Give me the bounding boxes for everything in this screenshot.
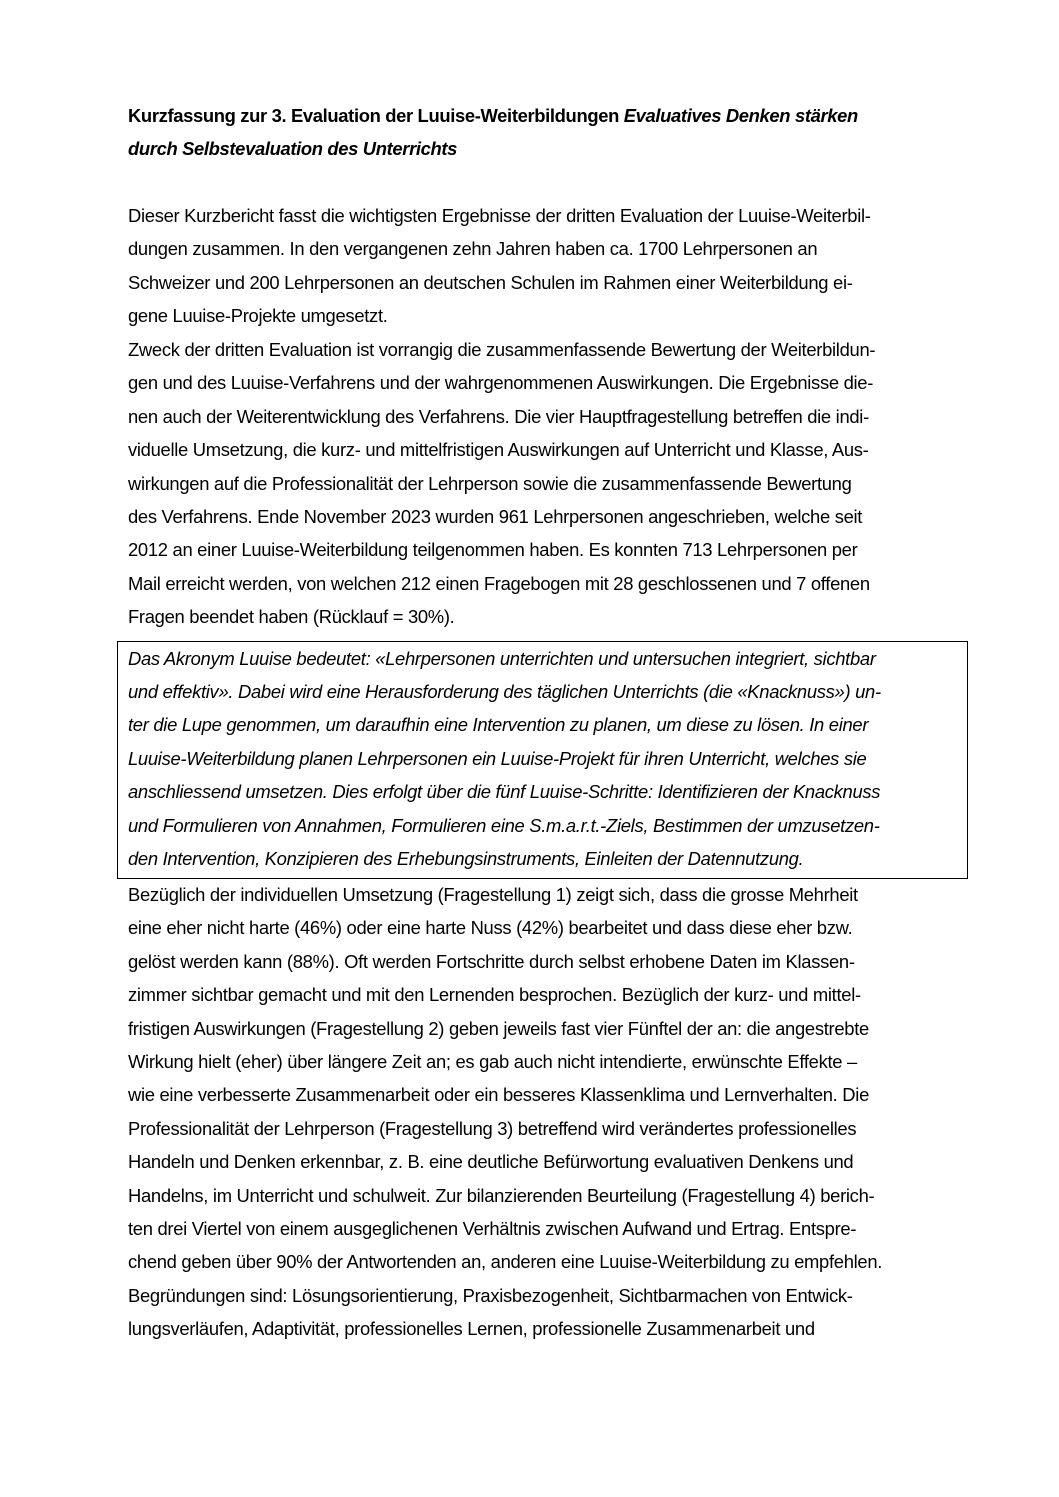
title-bold: Kurzfassung zur 3. Evaluation der Luuise-Weiterbildungen (128, 105, 624, 126)
text-line: des Verfahrens. Ende November 2023 wurden 961 Lehrpersonen angeschrieben, welche seit (128, 506, 863, 528)
info-box-text (128, 642, 968, 876)
text-line: wie eine verbesserte Zusammenarbeit oder ein besseres Klassenklima und Lernverhalten. Die (128, 1084, 869, 1106)
text-line: lungsverläufen, Adaptivität, professionelles Lernen, professionelle Zusammenarbeit und (128, 1318, 815, 1340)
text-line: ter die Lupe genommen, um daraufhin eine Intervention zu planen, um diese zu lösen. In einer (128, 714, 869, 736)
text-line: anschliessend umsetzen. Dies erfolgt über die fünf Luuise-Schritte: Identifizieren der Knacknuss (128, 781, 881, 803)
text-line: Mail erreicht werden, von welchen 212 einen Fragebogen mit 28 geschlossenen und 7 offenen (128, 572, 870, 594)
text-line: wirkungen auf die Professionalität der Lehrperson sowie die zusammenfassende Bewertung (128, 472, 852, 494)
text-line: den Intervention, Konzipieren des Erhebungsinstruments, Einleiten der Datennutzung. (128, 847, 804, 869)
text-line: eine eher nicht harte (46%) oder eine harte Nuss (42%) bearbeitet und dass diese eher bzw. (128, 917, 853, 939)
text-line: Fragen beendet haben (Rücklauf = 30%). (128, 606, 455, 628)
text-line: Begründungen sind: Lösungsorientierung, Praxisbezogenheit, Sichtbarmachen von Entwick- (128, 1284, 853, 1306)
text-line: nen auch der Weiterentwicklung des Verfahrens. Die vier Hauptfragestellung betreffen die indi- (128, 405, 869, 427)
text-line: Bezüglich der individuellen Umsetzung (Fragestellung 1) zeigt sich, dass die grosse Mehrheit (128, 884, 858, 905)
text-line: gelöst werden kann (88%). Oft werden Fortschritte durch selbst erhobene Daten im Klassen- (128, 950, 855, 972)
text-line: Dieser Kurzbericht fasst die wichtigsten Ergebnisse der dritten Evaluation der Luuise-Weiterbil- (128, 205, 871, 226)
text-line: und Formulieren von Annahmen, Formulieren eine S.m.a.r.t.-Ziels, Bestimmen der umzusetzen- (128, 814, 880, 836)
text-line: viduelle Umsetzung, die kurz- und mittelfristigen Auswirkungen auf Unterricht und Klasse, Aus- (128, 439, 869, 461)
document-title (128, 99, 968, 165)
text-line: Handelns, im Unterricht und schulweit. Zur bilanzierenden Beurteilung (Fragestellung 4) berich- (128, 1184, 875, 1206)
text-line: Schweizer und 200 Lehrpersonen an deutschen Schulen im Rahmen einer Weiterbildung ei- (128, 271, 853, 293)
text-line: und effektiv». Dabei wird eine Herausforderung des täglichen Unterrichts (die «Knacknuss») un- (128, 680, 881, 702)
text-line: fristigen Auswirkungen (Fragestellung 2) geben jeweils fast vier Fünftel der an: die angestrebte (128, 1017, 869, 1039)
title-italic-line2: durch Selbstevaluation des Unterrichts (128, 138, 458, 159)
text-line: dungen zusammen. In den vergangenen zehn Jahren haben ca. 1700 Lehrpersonen an (128, 238, 818, 260)
paragraph-purpose (128, 333, 968, 634)
title-italic-line1: Evaluatives Denken stärken (623, 105, 858, 126)
info-box-luuise-definition (117, 641, 968, 879)
text-line: Professionalität der Lehrperson (Fragestellung 3) betreffend wird verändertes professionelles (128, 1117, 857, 1139)
text-line: 2012 an einer Luuise-Weiterbildung teilgenommen haben. Es konnten 713 Lehrpersonen per (128, 539, 858, 561)
text-line: Zweck der dritten Evaluation ist vorrangig die zusammenfassende Bewertung der Weiterbildun- (128, 339, 876, 360)
text-line: gen und des Luuise-Verfahrens und der wahrgenommenen Auswirkungen. Die Ergebnisse die- (128, 372, 874, 394)
text-line: ten drei Viertel von einem ausgeglichenen Verhältnis zwischen Aufwand und Ertrag. Entspre- (128, 1218, 857, 1240)
text-line: Das Akronym Luuise bedeutet: «Lehrpersonen unterrichten und untersuchen integriert, sichtbar (128, 647, 876, 669)
paragraph-intro (128, 199, 968, 333)
text-line: Handeln und Denken erkennbar, z. B. eine deutliche Befürwortung evaluativen Denkens und (128, 1151, 854, 1173)
text-line: Wirkung hielt (eher) über längere Zeit an; es gab auch nicht intendierte, erwünschte Effekte – (128, 1051, 857, 1073)
text-line: zimmer sichtbar gemacht und mit den Lernenden besprochen. Bezüglich der kurz- und mittel- (128, 984, 861, 1006)
text-line: Luuise-Weiterbildung planen Lehrpersonen ein Luuise-Projekt für ihren Unterricht, welches sie (128, 747, 867, 769)
text-line: gene Luuise-Projekte umgesetzt. (128, 305, 388, 327)
paragraph-results (128, 878, 968, 1346)
text-line: chend geben über 90% der Antwortenden an, anderen eine Luuise-Weiterbildung zu empfehlen. (128, 1251, 883, 1273)
